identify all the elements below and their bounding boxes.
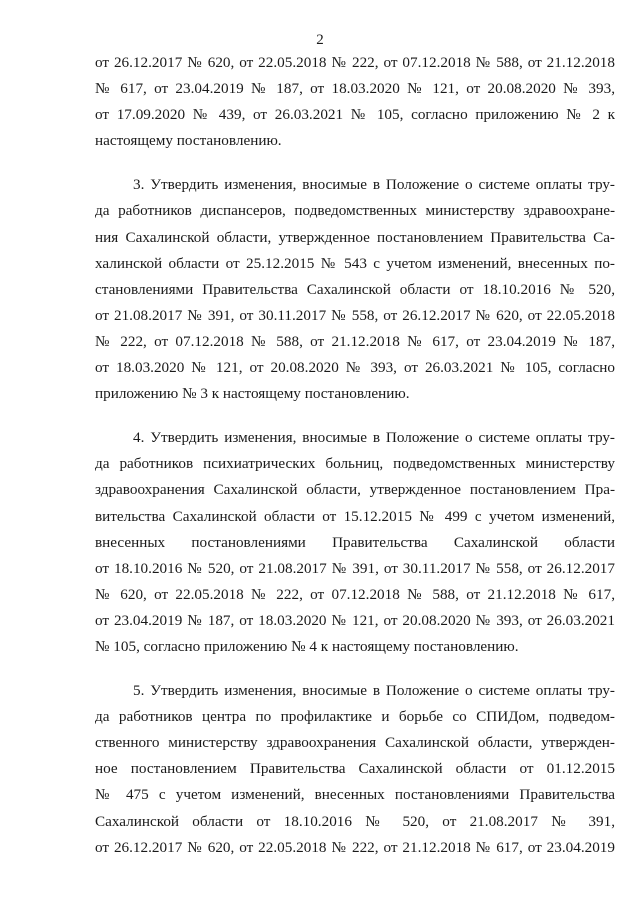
text-line: халинской области от 25.12.2015 № 543 с учетом изменений, внесенных по- — [95, 254, 615, 272]
text-line: 4. Утвердить изменения, вносимые в Положение о системе оплаты тру- — [133, 429, 615, 447]
page-number: 2 — [316, 32, 324, 48]
text-line: ственного министерству здравоохранения Сахалинской области, утвержден- — [95, 734, 615, 752]
text-line: настоящему постановлению. — [95, 132, 282, 150]
text-line: № 620, от 22.05.2018 № 222, от 07.12.2018 № 588, от 21.12.2018 № 617, — [95, 585, 615, 603]
text-line: становлениями Правительства Сахалинской области от 18.10.2016 № 520, — [95, 280, 615, 298]
text-line: да работников психиатрических больниц, подведомственных министерству — [95, 455, 615, 473]
text-line: ния Сахалинской области, утвержденное постановлением Правительства Са- — [95, 228, 615, 246]
text-line: от 17.09.2020 № 439, от 26.03.2021 № 105, согласно приложению № 2 к — [95, 106, 615, 124]
text-line: внесенных постановлениями Правительства Сахалинской области — [95, 533, 615, 551]
text-line: № 617, от 23.04.2019 № 187, от 18.03.2020 № 121, от 20.08.2020 № 393, — [95, 80, 615, 98]
text-line: вительства Сахалинской области от 15.12.2015 № 499 с учетом изменений, — [95, 507, 615, 525]
text-line: № 222, от 07.12.2018 № 588, от 21.12.2018 № 617, от 23.04.2019 № 187, — [95, 332, 615, 350]
text-line: здравоохранения Сахалинской области, утвержденное постановлением Пра- — [95, 481, 615, 499]
paragraph-spacing — [95, 154, 615, 172]
paragraph-spacing — [95, 407, 615, 425]
paragraph-1 — [95, 50, 615, 154]
text-line: ное постановлением Правительства Сахалинской области от 01.12.2015 — [95, 760, 615, 778]
paragraph-2 — [95, 172, 615, 407]
text-line: от 26.12.2017 № 620, от 22.05.2018 № 222, от 07.12.2018 № 588, от 21.12.2018 — [95, 54, 615, 71]
paragraph-4 — [95, 678, 615, 861]
text-line: от 18.03.2020 № 121, от 20.08.2020 № 393, от 26.03.2021 № 105, согласно — [95, 359, 615, 377]
text-line: да работников диспансеров, подведомственных министерству здравоохране- — [95, 202, 615, 220]
text-line: № 475 с учетом изменений, внесенных постановлениями Правительства — [95, 786, 615, 804]
text-line: да работников центра по профилактике и борьбе со СПИДом, подведом- — [95, 708, 615, 726]
text-line: Сахалинской области от 18.10.2016 № 520, от 21.08.2017 № 391, — [95, 812, 615, 830]
text-line: 5. Утвердить изменения, вносимые в Положение о системе оплаты тру- — [133, 682, 615, 700]
text-line: от 26.12.2017 № 620, от 22.05.2018 № 222, от 21.12.2018 № 617, от 23.04.2019 — [95, 838, 615, 856]
paragraph-3 — [95, 425, 615, 660]
text-line: от 23.04.2019 № 187, от 18.03.2020 № 121, от 20.08.2020 № 393, от 26.03.2021 — [95, 611, 615, 629]
text-line: от 18.10.2016 № 520, от 21.08.2017 № 391, от 30.11.2017 № 558, от 26.12.2017 — [95, 559, 615, 577]
text-line: от 21.08.2017 № 391, от 30.11.2017 № 558, от 26.12.2017 № 620, от 22.05.2018 — [95, 306, 615, 324]
text-line: 3. Утвердить изменения, вносимые в Положение о системе оплаты тру- — [133, 176, 615, 194]
document-body — [95, 50, 615, 861]
paragraph-spacing — [95, 660, 615, 678]
text-line: № 105, согласно приложению № 4 к настоящему постановлению. — [95, 637, 519, 655]
text-line: приложению № 3 к настоящему постановлению. — [95, 385, 410, 403]
